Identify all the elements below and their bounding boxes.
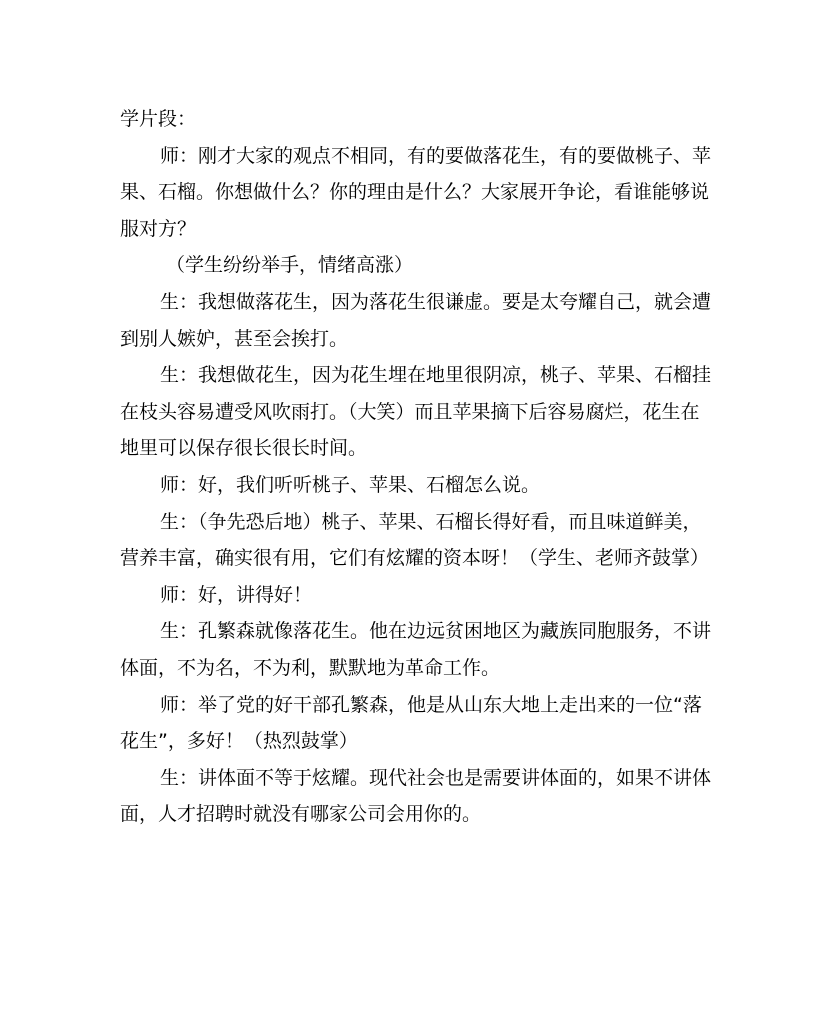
text-line: 生：孔繁森就像落花生。他在边远贫困地区为藏族同胞服务，不讲 [160, 620, 712, 643]
text-line: 学片段： [120, 108, 197, 130]
text-line: 师：好，讲得好！ [160, 583, 313, 606]
document-body [120, 101, 712, 833]
text-line: 师：好，我们听听桃子、苹果、石榴怎么说。 [160, 473, 541, 496]
stage-direction: （学生纷纷举手，情绪高涨） [166, 254, 414, 277]
text-line: 生：我想做落花生，因为落花生很谦虚。要是太夸耀自己，就会遭 [160, 290, 712, 313]
text-line: 体面，不为名，不为利，默默地为革命工作。 [120, 656, 501, 679]
text-line: 生：（争先恐后地）桃子、苹果、石榴长得好看，而且味道鲜美， [160, 510, 702, 533]
text-line: 地里可以保存很长很长时间。 [120, 437, 368, 460]
text-line: 营养丰富，确实很有用，它们有炫耀的资本呀！（学生、老师齐鼓掌） [120, 547, 710, 570]
text-line: 师：刚才大家的观点不相同，有的要做落花生，有的要做桃子、苹 [160, 144, 712, 167]
text-line: 到别人嫉妒，甚至会挨打。 [120, 327, 349, 350]
text-line: 在枝头容易遭受风吹雨打。（大笑）而且苹果摘下后容易腐烂，花生在 [120, 400, 700, 423]
text-line: 面，人才招聘时就没有哪家公司会用你的。 [120, 803, 482, 826]
text-line: 花生”，多好！（热烈鼓掌） [120, 730, 358, 753]
text-line: 师：举了党的好干部孔繁森，他是从山东大地上走出来的一位“落 [160, 693, 702, 716]
text-line: 生：我想做花生，因为花生埋在地里很阴凉，桃子、苹果、石榴挂 [160, 364, 712, 387]
text-line: 生：讲体面不等于炫耀。现代社会也是需要讲体面的，如果不讲体 [160, 766, 712, 789]
text-line: 果、石榴。你想做什么？你的理由是什么？大家展开争论，看谁能够说 [120, 181, 710, 204]
text-line: 服对方？ [120, 217, 197, 240]
